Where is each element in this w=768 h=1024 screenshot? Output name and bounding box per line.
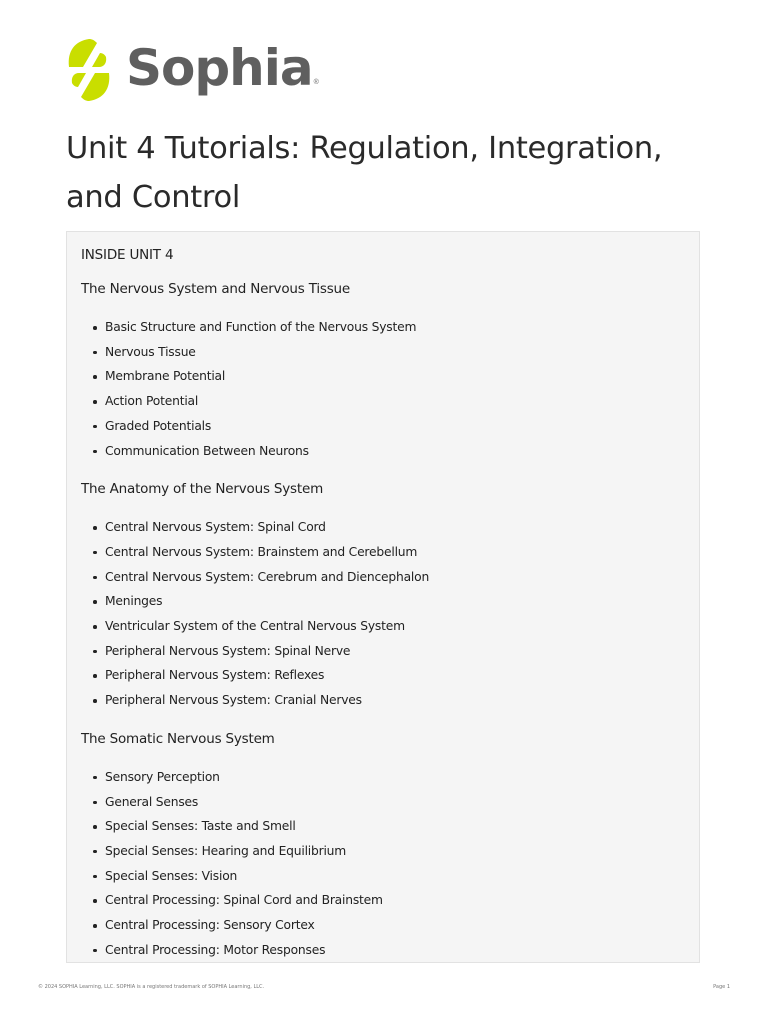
list-item: Basic Structure and Function of the Nervous System [81,315,685,340]
list-item: Central Nervous System: Brainstem and Cerebellum [81,540,685,565]
list-item: Central Processing: Motor Responses [81,938,685,963]
footer-copyright: © 2024 SOPHIA Learning, LLC. SOPHIA is a registered trademark of SOPHIA Learning, LLC. [38,984,265,990]
list-item: Special Senses: Vision [81,864,685,889]
sophia-logo [66,36,319,104]
list-item: Central Nervous System: Cerebrum and Diencephalon [81,565,685,590]
inside-unit-box [66,231,700,963]
section-list-anatomy-nervous-system [81,515,685,713]
list-item: General Senses [81,790,685,815]
list-item: Communication Between Neurons [81,439,685,464]
list-item: Peripheral Nervous System: Reflexes [81,663,685,688]
list-item: Special Senses: Taste and Smell [81,814,685,839]
list-item: Action Potential [81,389,685,414]
section-list-nervous-system-tissue [81,315,685,463]
list-item: Graded Potentials [81,414,685,439]
list-item: Membrane Potential [81,364,685,389]
sophia-logo-mark-icon [66,37,112,103]
inside-unit-label: INSIDE UNIT 4 [81,247,174,263]
list-item: Peripheral Nervous System: Cranial Nerves [81,688,685,713]
footer-page-number: Page 1 [713,984,730,990]
sophia-wordmark: Sophia [126,39,313,97]
list-item: Nervous Tissue [81,340,685,365]
list-item: Ventricular System of the Central Nervous System [81,614,685,639]
section-list-somatic-nervous-system [81,765,685,963]
list-item: Central Nervous System: Spinal Cord [81,515,685,540]
list-item: Central Processing: Spinal Cord and Brainstem [81,888,685,913]
section-title-somatic-nervous-system: The Somatic Nervous System [81,730,275,747]
list-item: Meninges [81,589,685,614]
section-title-anatomy-nervous-system: The Anatomy of the Nervous System [81,481,324,498]
registered-mark: ® [313,79,319,86]
page-title: Unit 4 Tutorials: Regulation, Integration, and Control [66,131,663,215]
section-title-nervous-system-tissue: The Nervous System and Nervous Tissue [81,281,351,297]
list-item: Sensory Perception [81,765,685,790]
list-item: Special Senses: Hearing and Equilibrium [81,839,685,864]
list-item: Peripheral Nervous System: Spinal Nerve [81,639,685,664]
list-item: Central Processing: Sensory Cortex [81,913,685,938]
